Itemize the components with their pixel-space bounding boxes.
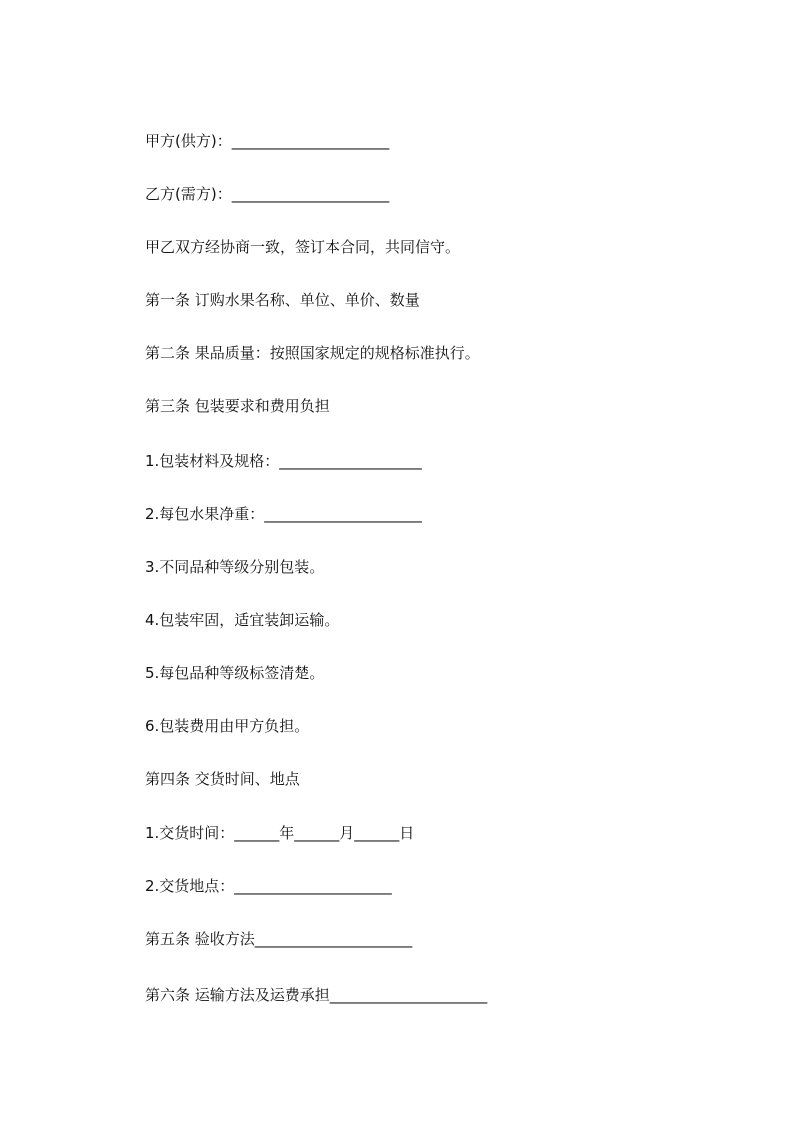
agreement-statement: 甲乙双方经协商一致，签订本合同，共同信守。 (145, 238, 461, 256)
article-3-heading: 第三条 包装要求和费用负担 (145, 397, 330, 415)
delivery-time-line: 1.交货时间：______年______月______日 (145, 824, 415, 842)
article-5-inspection: 第五条 验收方法_____________________ (145, 930, 413, 948)
packaging-item-6: 6.包装费用由甲方负担。 (145, 717, 310, 735)
packaging-item-2: 2.每包水果净重：_____________________ (145, 505, 422, 523)
article-4-heading: 第四条 交货时间、地点 (145, 770, 300, 788)
party-b-buyer-line: 乙方(需方)：_____________________ (145, 185, 390, 203)
article-6-transport: 第六条 运输方法及运费承担_____________________ (145, 986, 488, 1004)
article-2-quality: 第二条 果品质量：按照国家规定的规格标准执行。 (145, 344, 480, 362)
packaging-item-1: 1.包装材料及规格：___________________ (145, 452, 422, 470)
article-1-heading: 第一条 订购水果名称、单位、单价、数量 (145, 291, 420, 309)
packaging-item-5: 5.每包品种等级标签清楚。 (145, 664, 325, 682)
delivery-place-line: 2.交货地点：_____________________ (145, 877, 392, 895)
party-a-supplier-line: 甲方(供方)：_____________________ (145, 132, 390, 150)
packaging-item-4: 4.包装牢固，适宜装卸运输。 (145, 611, 340, 629)
packaging-item-3: 3.不同品种等级分别包装。 (145, 558, 325, 576)
